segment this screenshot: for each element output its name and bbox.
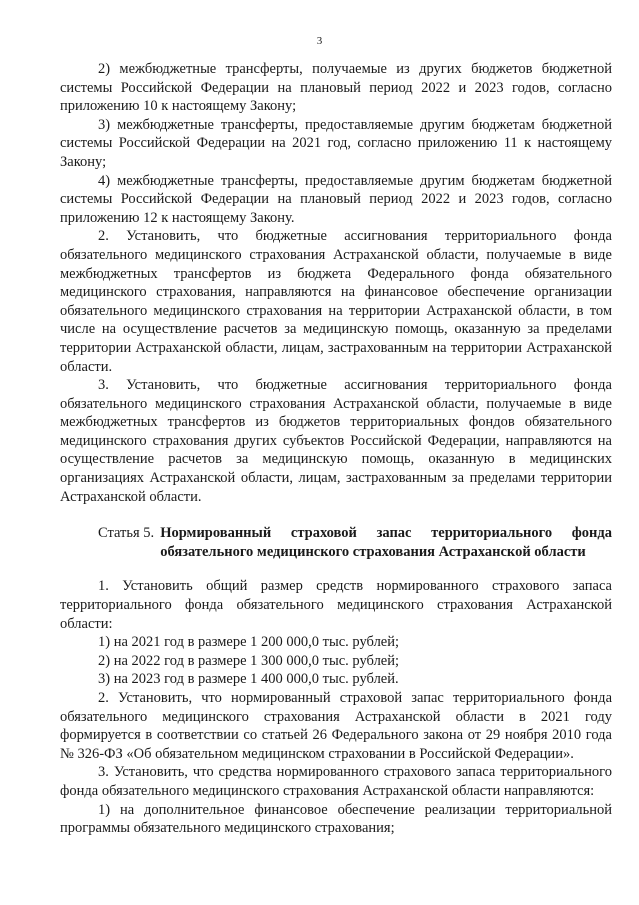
paragraph: 3. Установить, что средства нормированного страхового запаса территориального фонда обязательного медицинского страхования Астраханской области направляются:	[60, 764, 612, 799]
article-label: Статья 5.	[98, 525, 155, 542]
article-title: Нормированный страховой запас территориального фонда обязательного медицинского страхования Астраханской области	[160, 525, 612, 560]
paragraph: 3) межбюджетные трансферты, предоставляемые другим бюджетам бюджетной системы Российской Федерации на 2021 год, согласно приложению 11 к настоящему Закону;	[60, 116, 612, 170]
paragraph: 3. Установить, что бюджетные ассигнования территориального фонда обязательного медицинского страхования Астраханской области, получаемые в виде межбюджетных трансфертов из бюджетов территориальных фондов обязательного медицинского страхования других субъектов Российской Федерации, направляются на осуществление расчетов за медицинскую помощь, оказанную в медицинских организациях Астраханской области, лицам, застрахованным за пределами территории Астраханской области.	[60, 377, 612, 505]
paragraph: 1. Установить общий размер средств нормированного страхового запаса территориального фонда обязательного медицинского страхования Астраханской области:	[60, 578, 612, 632]
paragraph: 2. Установить, что бюджетные ассигнования территориального фонда обязательного медицинского страхования Астраханской области, получаемые в виде межбюджетных трансфертов из бюджета Федерального фонда обязательного медицинского страхования, направляются на финансовое обеспечение организации обязательного медицинского страхования на территории Астраханской области, в том числе на осуществление расчетов за медицинскую помощь, оказанную за пределами территории Астраханской области, лицам, застрахованным на территории Астраханской области.	[60, 228, 612, 375]
list-item: 1) на 2021 год в размере 1 200 000,0 тыс. рублей;	[98, 634, 400, 651]
article-heading	[60, 524, 612, 561]
page-number: 3	[316, 35, 323, 47]
paragraph: 4) межбюджетные трансферты, предоставляемые другим бюджетам бюджетной системы Российской Федерации на плановый период 2022 и 2023 годов, согласно приложению 12 к настоящему Закону.	[60, 172, 612, 226]
list-item: 1) на дополнительное финансовое обеспечение реализации территориальной программы обязательного медицинского страхования;	[60, 801, 612, 837]
paragraph: 2) межбюджетные трансферты, получаемые из других бюджетов бюджетной системы Российской Федерации на плановый период 2022 и 2023 годов, согласно приложению 10 к настоящему Закону;	[60, 61, 612, 115]
paragraph: 2. Установить, что нормированный страховой запас территориального фонда обязательного медицинского страхования Астраханской области в 2021 году формируется в соответствии со статьей 26 Федерального закона от 29 ноября 2010 года № 326-ФЗ «Об обязательном медицинском страховании в Российской Федерации».	[60, 690, 612, 762]
list-item: 3) на 2023 год в размере 1 400 000,0 тыс. рублей.	[98, 671, 399, 688]
list-item: 2) на 2022 год в размере 1 300 000,0 тыс. рублей;	[98, 652, 400, 669]
document-body	[60, 60, 612, 838]
